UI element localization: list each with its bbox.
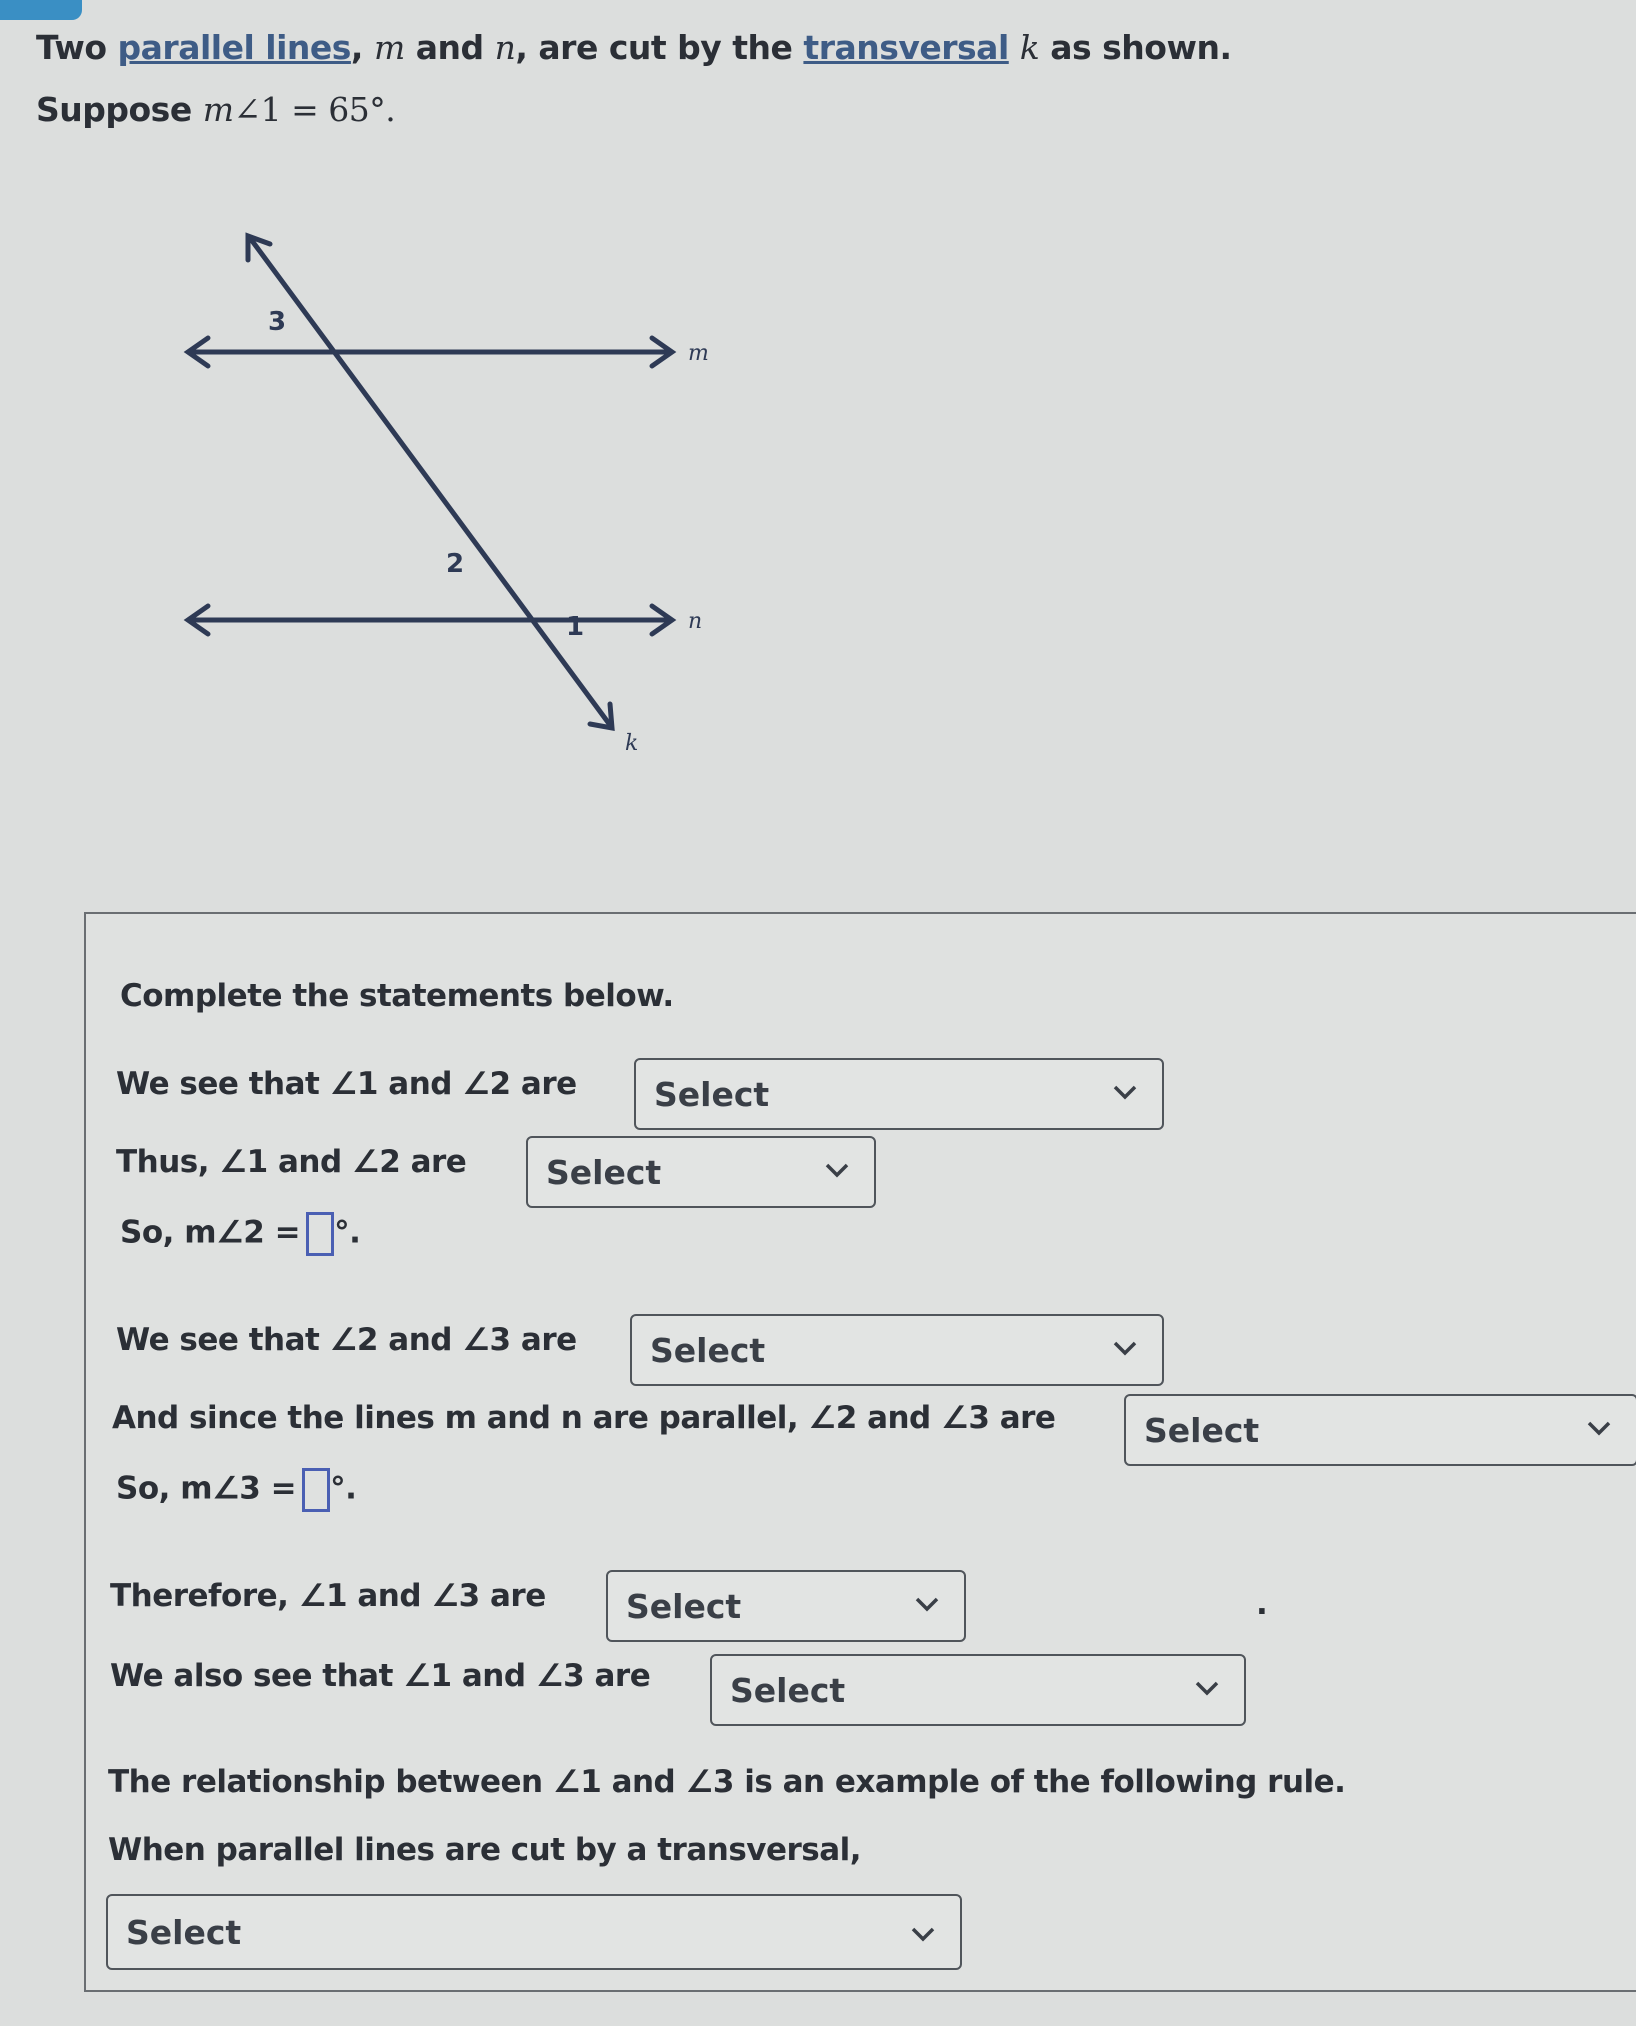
angle-label-3: 3 bbox=[268, 307, 287, 337]
text: , bbox=[350, 28, 374, 67]
angle-label-1: 1 bbox=[566, 612, 585, 642]
select-5[interactable] bbox=[606, 1570, 966, 1642]
var-n: n bbox=[494, 28, 516, 67]
var-m: m bbox=[202, 90, 234, 129]
transversal-link[interactable]: transversal bbox=[803, 28, 1009, 67]
statement-2-text: Thus, ∠1 and ∠2 are bbox=[116, 1144, 467, 1180]
statement-1-text: We see that ∠1 and ∠2 are bbox=[116, 1066, 577, 1102]
text: as shown. bbox=[1039, 28, 1232, 67]
panel-heading: Complete the statements below. bbox=[120, 978, 674, 1014]
angle-label-2: 2 bbox=[446, 549, 465, 579]
text: Two bbox=[36, 28, 118, 67]
parallel-lines-link[interactable]: parallel lines bbox=[117, 28, 351, 67]
chevron-down-icon bbox=[1112, 1338, 1138, 1358]
statement-8-text: We also see that ∠1 and ∠3 are bbox=[110, 1658, 651, 1694]
select-3-value: Select bbox=[650, 1330, 766, 1370]
statement-5-text: And since the lines m and n are parallel, ∠2 and ∠3 are bbox=[112, 1400, 1056, 1436]
select-2-value: Select bbox=[546, 1152, 662, 1192]
chevron-down-icon bbox=[910, 1924, 936, 1944]
select-4-value: Select bbox=[1144, 1410, 1260, 1450]
line-label-k: k bbox=[625, 731, 639, 756]
statement-4-text: We see that ∠2 and ∠3 are bbox=[116, 1322, 577, 1358]
parallel-lines-diagram bbox=[150, 220, 750, 770]
angle-2-answer-input[interactable] bbox=[306, 1212, 334, 1256]
chevron-down-icon bbox=[914, 1594, 940, 1614]
text: , are cut by the bbox=[515, 28, 804, 67]
select-2[interactable] bbox=[526, 1136, 876, 1208]
text: Suppose bbox=[36, 90, 203, 129]
degree-suffix: °. bbox=[330, 1470, 357, 1507]
select-7-value: Select bbox=[126, 1912, 242, 1952]
select-6[interactable] bbox=[710, 1654, 1246, 1726]
chevron-down-icon bbox=[1112, 1082, 1138, 1102]
statement-3-text: So, m∠2 = bbox=[120, 1214, 301, 1251]
chevron-down-icon bbox=[824, 1160, 850, 1180]
statement-9-text: The relationship between ∠1 and ∠3 is an example of the following rule. bbox=[108, 1764, 1346, 1800]
statement-10-text: When parallel lines are cut by a transversal, bbox=[108, 1832, 862, 1868]
chevron-down-icon bbox=[1586, 1418, 1612, 1438]
period: . bbox=[1256, 1586, 1268, 1622]
question-line-2 bbox=[36, 90, 395, 129]
line-label-m: m bbox=[688, 341, 709, 366]
var-m: m bbox=[373, 28, 405, 67]
chevron-down-icon bbox=[1194, 1678, 1220, 1698]
question-line-1 bbox=[36, 28, 1231, 67]
line-label-n: n bbox=[688, 609, 703, 634]
angle-3-answer-input[interactable] bbox=[302, 1468, 330, 1512]
corner-tab bbox=[0, 0, 82, 20]
angle-given: ∠1 = 65°. bbox=[233, 90, 396, 129]
statement-6 bbox=[116, 1468, 356, 1512]
select-5-value: Select bbox=[626, 1586, 742, 1626]
statement-6-text: So, m∠3 = bbox=[116, 1470, 297, 1507]
select-4[interactable] bbox=[1124, 1394, 1636, 1466]
select-1-value: Select bbox=[654, 1074, 770, 1114]
degree-suffix: °. bbox=[334, 1214, 361, 1251]
statement-3 bbox=[120, 1212, 360, 1256]
statement-7-text: Therefore, ∠1 and ∠3 are bbox=[110, 1578, 546, 1614]
select-1[interactable] bbox=[634, 1058, 1164, 1130]
select-3[interactable] bbox=[630, 1314, 1164, 1386]
statements-panel bbox=[84, 912, 1636, 1992]
text bbox=[1009, 28, 1020, 67]
select-7[interactable] bbox=[106, 1894, 962, 1970]
select-6-value: Select bbox=[730, 1670, 846, 1710]
text: and bbox=[404, 28, 495, 67]
var-k: k bbox=[1019, 28, 1040, 67]
